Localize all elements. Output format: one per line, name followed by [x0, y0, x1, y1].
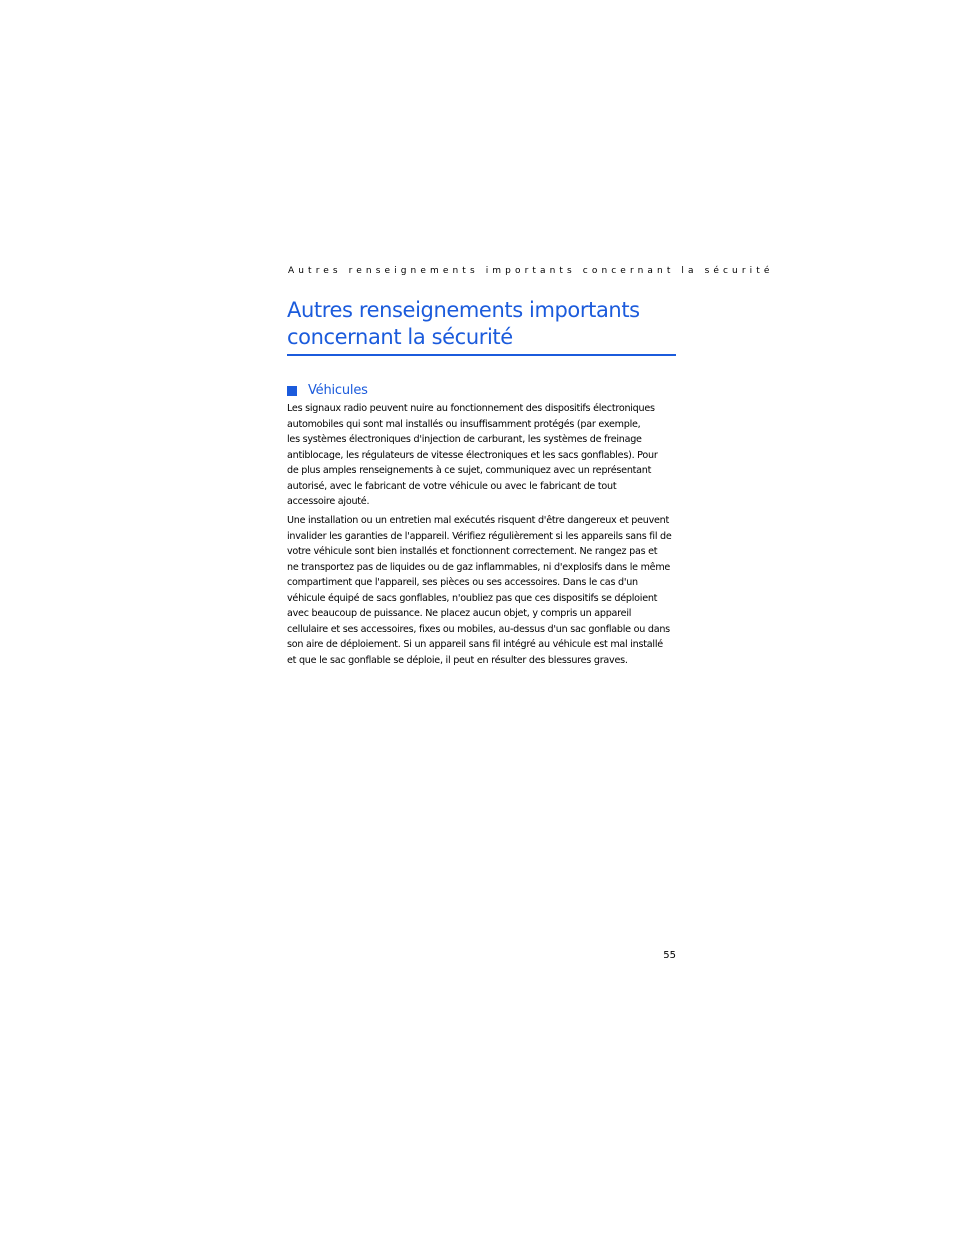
text-line: véhicule équipé de sacs gonflables, n'oubliez pas que ces dispositifs se déploient [287, 592, 658, 604]
text-line: Une installation ou un entretien mal exécutés risquent d'être dangereux et peuvent [287, 515, 669, 526]
text-line: accessoire ajouté. [287, 496, 370, 508]
text-line: invalider les garanties de l'appareil. Vérifiez régulièrement si les appareils sans fil de [287, 530, 672, 542]
running-header: Autres renseignements importants concernant la sécurité [288, 266, 774, 276]
square-bullet-icon [287, 386, 297, 396]
text-line: les systèmes électroniques d'injection de carburant, les systèmes de freinage [287, 434, 642, 446]
paragraph-1 [287, 401, 679, 510]
text-line: Les signaux radio peuvent nuire au fonctionnement des dispositifs électroniques [287, 403, 655, 414]
text-line: cellulaire et ses accessoires, fixes ou mobiles, au-dessus d'un sac gonflable ou dans [287, 623, 670, 635]
text-line: votre véhicule sont bien installés et fonctionnent correctement. Ne rangez pas et [287, 546, 658, 558]
text-line: et que le sac gonflable se déploie, il peut en résulter des blessures graves. [287, 654, 628, 666]
text-line: de plus amples renseignements à ce sujet, communiquez avec un représentant [287, 465, 652, 477]
page-title-line-1: Autres renseignements importants [287, 298, 640, 322]
page-title [287, 297, 676, 351]
text-line: automobiles qui sont mal installés ou insuffisamment protégés (par exemple, [287, 418, 641, 430]
text-line: avec beaucoup de puissance. Ne placez aucun objet, y compris un appareil [287, 608, 632, 620]
section-title: Véhicules [308, 383, 368, 398]
title-divider [287, 354, 676, 356]
text-line: autorisé, avec le fabricant de votre véhicule ou avec le fabricant de tout [287, 480, 617, 492]
section-heading [287, 382, 368, 400]
page-number: 55 [663, 950, 676, 961]
text-line: ne transportez pas de liquides ou de gaz inflammables, ni d'explosifs dans le même [287, 561, 671, 573]
page-title-line-2: concernant la sécurité [287, 325, 513, 349]
text-line: son aire de déploiement. Si un appareil sans fil intégré au véhicule est mal installé [287, 639, 663, 651]
text-line: compartiment que l'appareil, ses pièces ou ses accessoires. Dans le cas d'un [287, 577, 638, 589]
paragraph-2 [287, 513, 679, 668]
text-line: antiblocage, les régulateurs de vitesse électroniques et les sacs gonflables). Pour [287, 449, 658, 461]
